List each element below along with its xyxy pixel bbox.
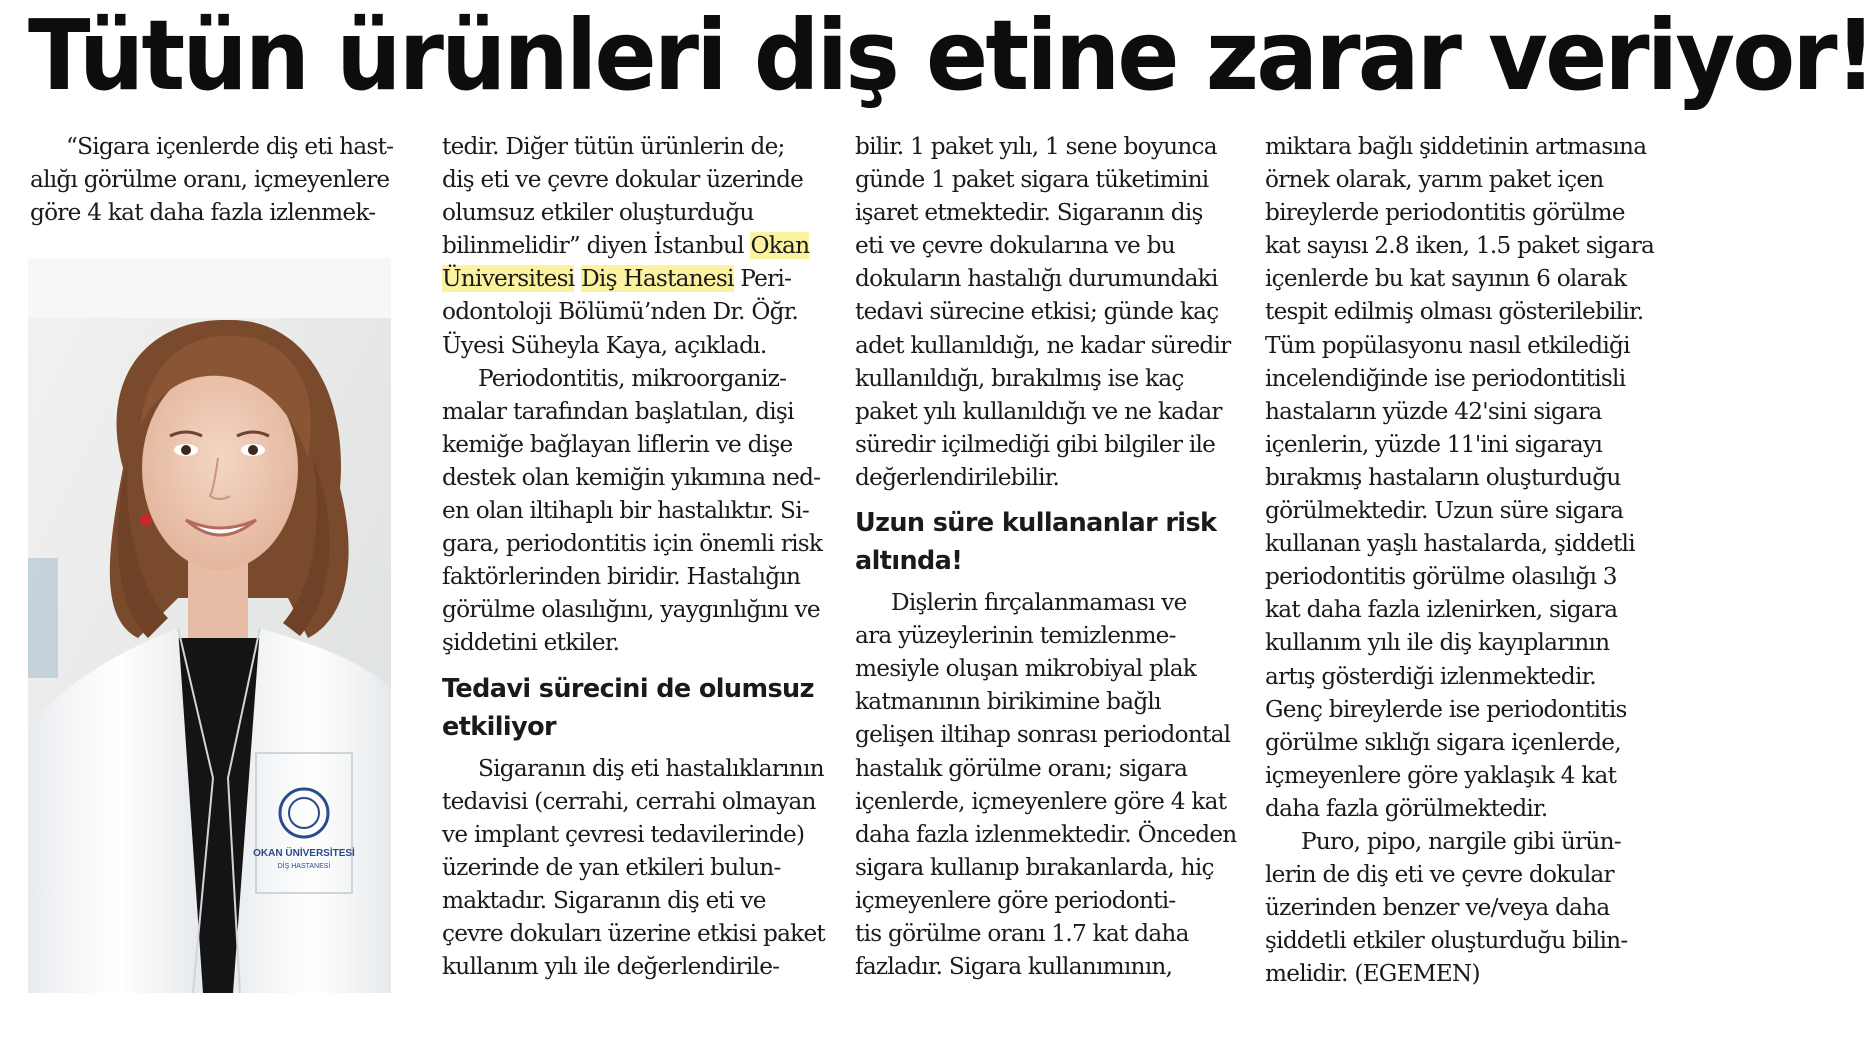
text-line: göre 4 kat daha fazla izlenmek- bbox=[30, 199, 376, 227]
column-1 bbox=[30, 130, 394, 229]
text-line: gara, periodontitis için önemli risk bbox=[442, 530, 823, 558]
text-line: tedir. Diğer tütün ürünlerin de; bbox=[442, 133, 785, 160]
text-line: olumsuz etkiler oluşturduğu bbox=[442, 199, 754, 227]
subheading-line: Uzun süre kullananlar risk bbox=[855, 508, 1217, 539]
text-line: daha fazla görülmektedir. bbox=[1265, 794, 1548, 822]
text-line: içenlerin, yüzde 11'ini sigarayı bbox=[1265, 430, 1602, 458]
text-line: içmeyenlere göre periodonti- bbox=[855, 886, 1176, 914]
text-line: Puro, pipo, nargile gibi ürün- bbox=[1301, 827, 1621, 855]
text-line: görülme sıklığı sigara içenlerde, bbox=[1265, 728, 1621, 756]
text-line: ve implant çevresi tedavilerinde) bbox=[442, 820, 805, 848]
text-line: maktadır. Sigaranın diş eti ve bbox=[442, 886, 766, 914]
highlighted-text: Üniversitesi bbox=[442, 265, 575, 293]
text-line: eti ve çevre dokularına ve bu bbox=[855, 232, 1175, 260]
text-line: kemiğe bağlayan liflerin ve dişe bbox=[442, 430, 793, 458]
text-line: miktara bağlı şiddetinin artmasına bbox=[1265, 133, 1647, 160]
column-4 bbox=[1265, 130, 1655, 990]
text-line: adet kullanıldığı, ne kadar süredir bbox=[855, 331, 1231, 359]
text-line: destek olan kemiğin yıkımına ned- bbox=[442, 463, 821, 491]
text-line: Periodontitis, mikroorganiz- bbox=[478, 364, 787, 392]
text-line: “Sigara içenlerde diş eti hast- bbox=[66, 133, 394, 160]
text-line: Sigaranın diş eti hastalıklarının bbox=[478, 754, 824, 782]
text-line: günde 1 paket sigara tüketimini bbox=[855, 166, 1209, 194]
column-3 bbox=[855, 130, 1235, 983]
subheading bbox=[442, 670, 822, 746]
text-line: görülmektedir. Uzun süre sigara bbox=[1265, 497, 1624, 525]
text-line: gelişen iltihap sonrası periodontal bbox=[855, 721, 1231, 749]
text-line: mesiyle oluşan mikrobiyal plak bbox=[855, 655, 1197, 683]
text-line: diş eti ve çevre dokular üzerinde bbox=[442, 166, 804, 194]
text-line: Genç bireylerde ise periodontitis bbox=[1265, 695, 1627, 723]
subheading-line: etkiliyor bbox=[442, 711, 556, 742]
text-line: üzerinde de yan etkileri bulun- bbox=[442, 853, 781, 881]
text-line: periodontitis görülme olasılığı 3 bbox=[1265, 563, 1617, 591]
text-line: alığı görülme oranı, içmeyenlere bbox=[30, 166, 390, 194]
text-line: faktörlerinden biridir. Hastalığın bbox=[442, 563, 801, 591]
text-line: kat sayısı 2.8 iken, 1.5 paket sigara bbox=[1265, 232, 1655, 260]
text-line: çevre dokuları üzerine etkisi paket bbox=[442, 919, 825, 947]
badge-text: OKAN ÜNİVERSİTESİ bbox=[253, 848, 355, 859]
highlighted-text: Diş Hastanesi bbox=[581, 265, 734, 293]
text-line: hastaların yüzde 42'sini sigara bbox=[1265, 397, 1602, 425]
text-line: dokuların hastalığı durumundaki bbox=[855, 265, 1218, 293]
text-line: örnek olarak, yarım paket içen bbox=[1265, 166, 1604, 194]
text-line: bireylerde periodontitis görülme bbox=[1265, 199, 1625, 227]
text-line: tespit edilmiş olması gösterilebilir. bbox=[1265, 298, 1644, 326]
text-line: tedavi sürecine etkisi; günde kaç bbox=[855, 298, 1219, 326]
text-line: katmanının birikimine bağlı bbox=[855, 688, 1161, 716]
text-line: kullanım yılı ile değerlendirile- bbox=[442, 953, 780, 981]
text-line: şiddetini etkiler. bbox=[442, 629, 620, 657]
text-line: odontoloji Bölümü’nden Dr. Öğr. bbox=[442, 298, 799, 326]
text-line: tis görülme oranı 1.7 kat daha bbox=[855, 919, 1189, 947]
text-line: sigara kullanıp bırakanlarda, hiç bbox=[855, 853, 1214, 881]
portrait-photo bbox=[28, 258, 391, 993]
text-line: kullanım yılı ile diş kayıplarının bbox=[1265, 629, 1610, 657]
text-line: lerin de diş eti ve çevre dokular bbox=[1265, 861, 1614, 889]
text-line: tedavisi (cerrahi, cerrahi olmayan bbox=[442, 787, 816, 815]
subheading-line: altında! bbox=[855, 546, 963, 577]
text-line: şiddetli etkiler oluşturduğu bilin- bbox=[1265, 927, 1628, 955]
text-line: süredir içilmediği gibi bilgiler ile bbox=[855, 430, 1216, 458]
text-line: fazladır. Sigara kullanımının, bbox=[855, 953, 1173, 981]
text-line: üzerinden benzer ve/veya daha bbox=[1265, 894, 1610, 922]
text-segment: bilinmelidir” diyen İstanbul bbox=[442, 232, 751, 260]
text-line: en olan iltihaplı bir hastalıktır. Si- bbox=[442, 497, 809, 525]
text-line bbox=[442, 262, 822, 295]
text-line: Üyesi Süheyla Kaya, açıkladı. bbox=[442, 331, 767, 359]
text-line: kullanan yaşlı hastalarda, şiddetli bbox=[1265, 530, 1635, 558]
text-line: görülme olasılığını, yaygınlığını ve bbox=[442, 596, 820, 624]
subheading-line: Tedavi sürecini de olumsuz bbox=[442, 673, 814, 704]
highlighted-text: Okan bbox=[750, 232, 810, 260]
text-line: işaret etmektedir. Sigaranın diş bbox=[855, 199, 1203, 227]
column-2 bbox=[442, 130, 825, 983]
text-line: içenlerde, içmeyenlere göre 4 kat bbox=[855, 787, 1227, 815]
badge-text: DİŞ HASTANESİ bbox=[277, 863, 331, 870]
text-line: içmeyenlere göre yaklaşık 4 kat bbox=[1265, 761, 1617, 789]
subheading bbox=[855, 504, 1235, 580]
text-line: kat daha fazla izlenirken, sigara bbox=[1265, 596, 1618, 624]
text-line: incelendiğinde ise periodontitisli bbox=[1265, 364, 1626, 392]
headline: Tütün ürünleri diş etine zarar veriyor! bbox=[28, 0, 1874, 112]
text-line: değerlendirilebilir. bbox=[855, 463, 1060, 491]
text-line: daha fazla izlenmektedir. Önceden bbox=[855, 820, 1237, 848]
text-line: içenlerde bu kat sayının 6 olarak bbox=[1265, 265, 1627, 293]
text-line: Dişlerin fırçalanmaması ve bbox=[891, 589, 1187, 617]
text-segment: Peri- bbox=[733, 265, 792, 293]
text-line: melidir. (EGEMEN) bbox=[1265, 960, 1480, 988]
text-line: artış gösterdiği izlenmektedir. bbox=[1265, 662, 1597, 690]
text-line bbox=[442, 229, 822, 262]
text-line: Tüm popülasyonu nasıl etkilediği bbox=[1265, 331, 1630, 359]
text-line: kullanıldığı, bırakılmış ise kaç bbox=[855, 364, 1184, 392]
text-line: bırakmış hastaların oluşturduğu bbox=[1265, 463, 1621, 491]
text-line: malar tarafından başlatılan, dişi bbox=[442, 397, 794, 425]
text-line: bilir. 1 paket yılı, 1 sene boyunca bbox=[855, 133, 1217, 160]
text-line: paket yılı kullanıldığı ve ne kadar bbox=[855, 397, 1222, 425]
text-line: hastalık görülme oranı; sigara bbox=[855, 754, 1188, 782]
text-line: ara yüzeylerinin temizlenme- bbox=[855, 622, 1176, 650]
